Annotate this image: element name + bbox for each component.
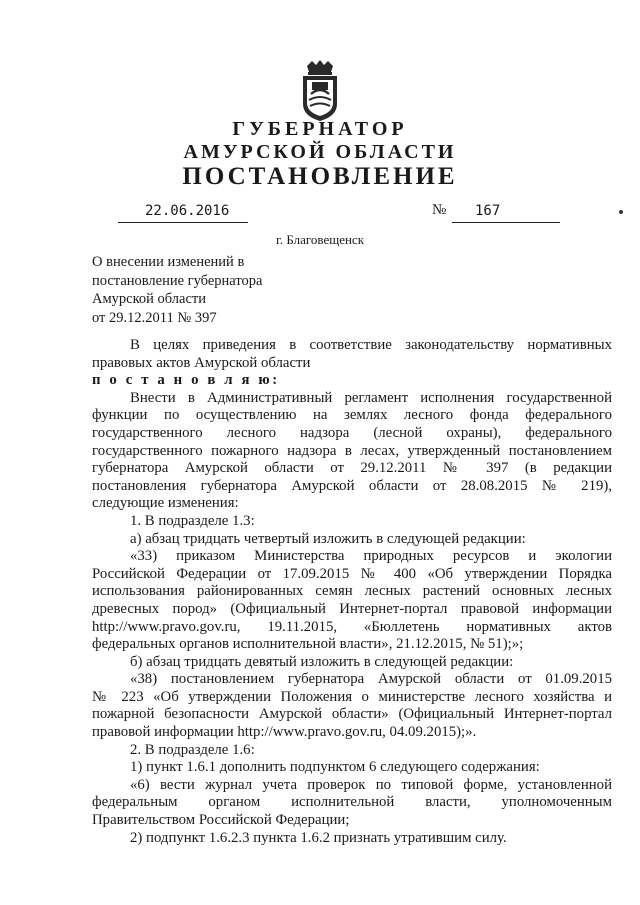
subject-line: О внесении изменений в — [92, 254, 245, 270]
body-line: «38) постановлением губернатора Амурской области от 01.09.2015 — [130, 671, 612, 688]
subject-line: от 29.12.2011 № 397 — [92, 309, 217, 326]
body-line: а) абзац тридцать четвертый изложить в следующей редакции: — [130, 530, 526, 547]
governor-title: ГУБЕРНАТОР — [232, 118, 408, 140]
decree-word: п о с т а н о в л я ю: — [92, 372, 280, 389]
body-line: пожарной безопасности Амурской области» (Официальный Интернет-портал — [92, 706, 612, 723]
number-underline — [452, 222, 560, 223]
document-body — [92, 337, 612, 847]
body-line: «33) приказом Министерства природных ресурсов и экологии — [130, 548, 612, 565]
body-line: 1. В подразделе 1.3: — [130, 512, 255, 529]
body-line: следующие изменения: — [92, 495, 239, 512]
date-underline — [118, 222, 248, 223]
body-line: функции по осуществлению на землях лесного фонда федерального — [92, 407, 612, 424]
document-type-title: ПОСТАНОВЛЕНИЕ — [182, 163, 458, 190]
body-line: 2) подпункт 1.6.2.3 пункта 1.6.2 признать утратившим силу. — [130, 829, 507, 846]
body-line: Внести в Административный регламент исполнения государственной — [130, 389, 612, 406]
body-line: В целях приведения в соответствие законодательству нормативных — [130, 337, 612, 353]
body-line: правовых актов Амурской области — [92, 354, 311, 371]
body-line: Правительством Российской Федерации; — [92, 812, 350, 829]
body-line: Российской Федерации от 17.09.2015 № 400 «Об утверждении Порядка — [92, 565, 612, 582]
margin-mark — [619, 210, 623, 214]
body-line: постановления губернатора Амурской области от 28.08.2015 № 219), — [92, 477, 612, 494]
body-line: правовой информации http://www.pravo.gov.ru, 04.09.2015);». — [92, 724, 477, 741]
body-line: использования районированных семян лесных растений основных лесных — [92, 583, 612, 600]
document-number: 167 — [475, 203, 501, 219]
body-line: http://www.pravo.gov.ru, 19.11.2015, «Бюллетень нормативных актов — [92, 618, 612, 635]
body-line: государственного лесного надзора (лесной охраны), федерального — [92, 424, 612, 441]
body-line: губернатора Амурской области от 29.12.2011 № 397 (в редакции — [92, 460, 612, 477]
body-line: государственного пожарного надзора в лесах, утвержденный постановлением — [92, 442, 612, 459]
body-line: 1) пункт 1.6.1 дополнить подпунктом 6 следующего содержания: — [130, 759, 540, 776]
body-line: № 223 «Об утверждении Положения о министерстве лесного хозяйства и — [92, 688, 612, 705]
subject-line: Амурской области — [92, 291, 206, 308]
body-line: 2. В подразделе 1.6: — [130, 741, 255, 758]
body-line: федеральных органов исполнительной власти», 21.12.2015, № 51);»; — [92, 636, 524, 653]
coat-of-arms-emblem — [299, 60, 341, 122]
number-label: № — [432, 202, 447, 218]
document-subject — [92, 253, 262, 327]
city-name: г. Благовещенск — [275, 232, 365, 247]
body-line: б) абзац тридцать девятый изложить в следующей редакции: — [130, 653, 514, 670]
document-date: 22.06.2016 — [145, 203, 230, 219]
subject-line: постановление губернатора — [92, 272, 263, 289]
body-line: древесных пород» (Официальный Интернет-портал правовой информации — [92, 600, 612, 617]
body-line: «6) вести журнал учета проверок по типовой форме, установленной — [130, 776, 612, 793]
body-line: федеральным органом исполнительной власти, уполномоченным — [92, 794, 612, 811]
region-title: АМУРСКОЙ ОБЛАСТИ — [183, 141, 457, 163]
